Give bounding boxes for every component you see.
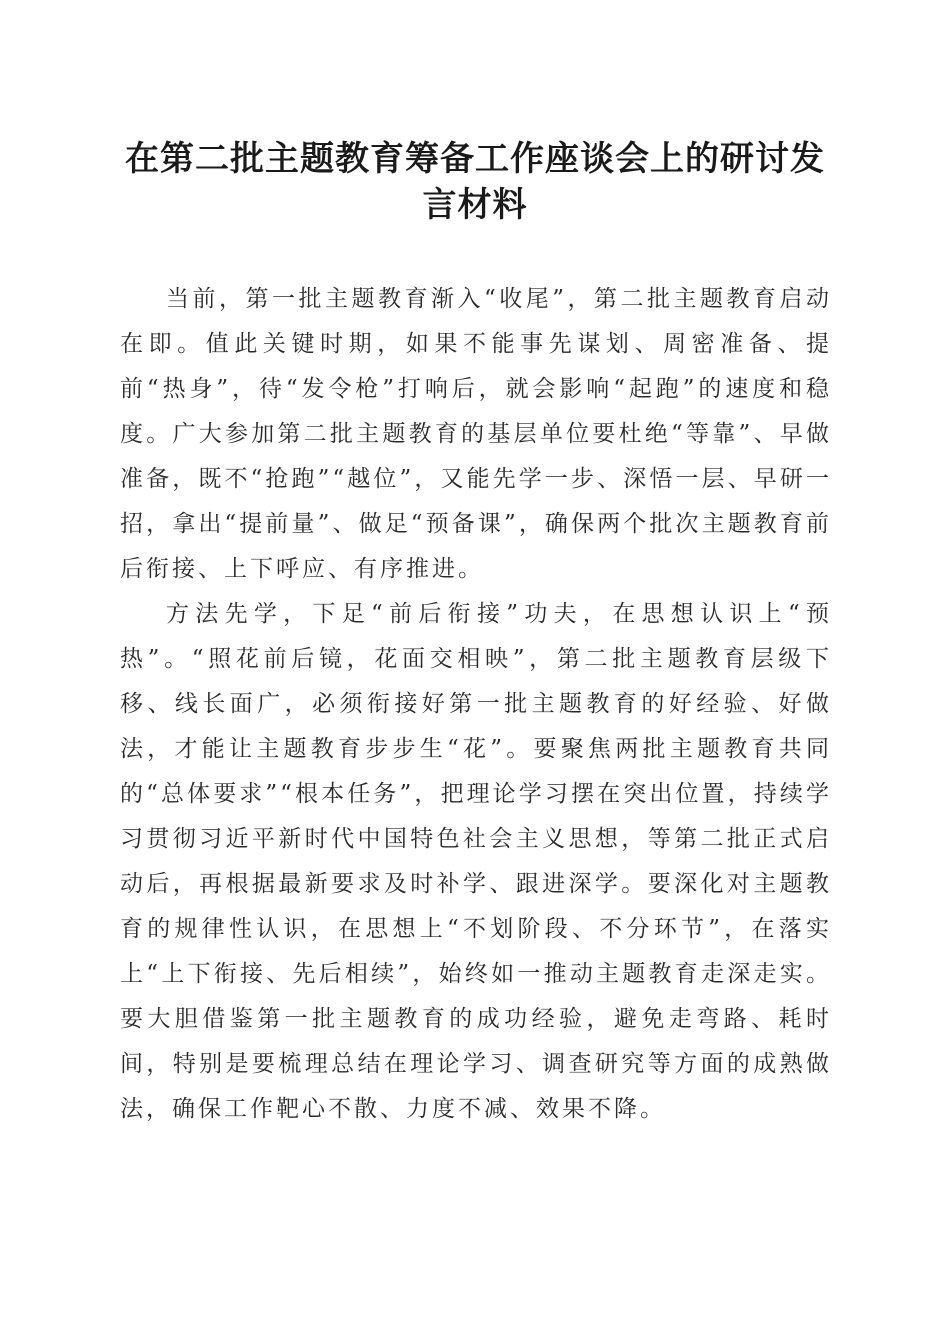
document-title: 在第二批主题教育筹备工作座谈会上的研讨发言材料 (125, 139, 825, 225)
document-body (120, 277, 832, 1132)
paragraph-1: 当前，第一批主题教育渐入“收尾”，第二批主题教育启动在即。值此关键时期，如果不能事先谋划、周密准备、提前“热身”，待“发令枪”打响后，就会影响“起跑”的速度和稳度。广大参加第二批主题教育的基层单位要杜绝“等靠”、早做准备，既不“抢跑”“越位”，又能先学一步、深悟一层、早研一招，拿出“提前量”、做足“预备课”，确保两个批次主题教育前后衔接、上下呼应、有序推进。 (120, 286, 832, 582)
paragraph-2: 方法先学，下足“前后衔接”功夫，在思想认识上“预热”。“照花前后镜，花面交相映”，第二批主题教育层级下移、线长面广，必须衔接好第一批主题教育的好经验、好做法，才能让主题教育步步生“花”。要聚焦两批主题教育共同的“总体要求”“根本任务”，把理论学习摆在突出位置，持续学习贯彻习近平新时代中国特色社会主义思想，等第二批正式启动后，再根据最新要求及时补学、跟进深学。要深化对主题教育的规律性认识，在思想上“不划阶段、不分环节”，在落实上“上下衔接、先后相续”，始终如一推动主题教育走深走实。要大胆借鉴第一批主题教育的成功经验，避免走弯路、耗时间，特别是要梳理总结在理论学习、调查研究等方面的成熟做法，确保工作靶心不散、力度不减、效果不降。 (120, 601, 832, 1122)
